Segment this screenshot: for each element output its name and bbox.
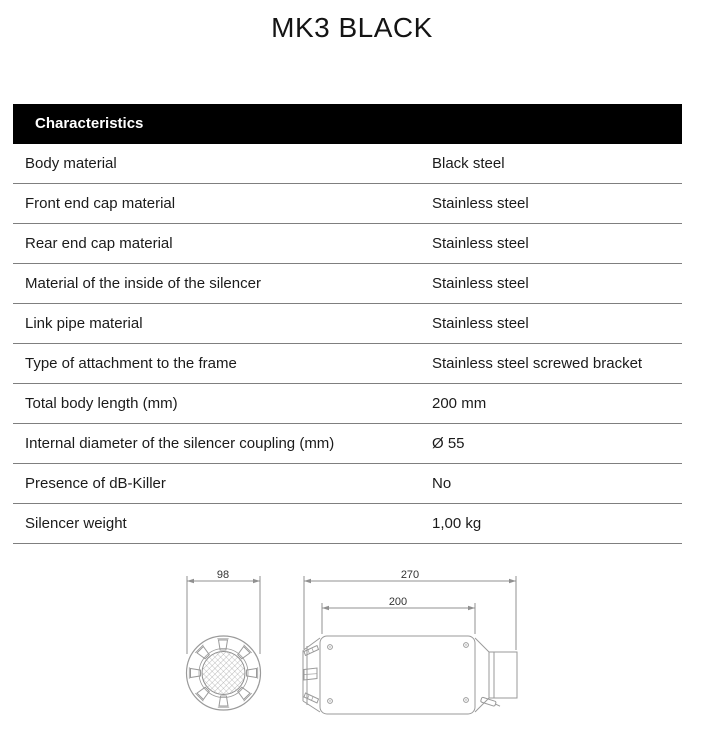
row-value: Black steel [432,155,505,172]
arrowhead-left-icon [322,606,329,610]
row-label: Body material [25,155,117,172]
table-row [13,184,682,224]
table-row [13,504,682,544]
arrowhead-right-icon [253,579,260,583]
table-row [13,384,682,424]
arrowhead-right-icon [509,579,516,583]
table-row [13,144,682,184]
arrowhead-right-icon [468,606,475,610]
characteristics-table [13,104,682,544]
table-row [13,464,682,504]
row-label: Silencer weight [25,515,127,532]
arrowhead-left-icon [304,579,311,583]
row-value: Stainless steel [432,195,529,212]
silencer-front-view [187,636,261,710]
row-value: 1,00 kg [432,515,482,532]
row-label: Type of attachment to the frame [25,355,237,372]
table-header [13,104,682,144]
row-value: Stainless steel [432,315,529,332]
table-row [13,344,682,384]
row-label: Total body length (mm) [25,395,178,412]
row-value: Ø 55 [432,435,465,452]
silencer-side-view [303,636,517,714]
table-row [13,424,682,464]
table-row [13,224,682,264]
row-value: Stainless steel [432,235,529,252]
dim-label-front-diameter: 98 [216,569,230,581]
row-label: Internal diameter of the silencer coupling (mm) [25,435,335,452]
table-row [13,264,682,304]
table-row [13,304,682,344]
technical-drawing [0,555,704,738]
dim-label-total-length: 270 [400,569,420,581]
table-header-label: Characteristics [35,115,144,132]
arrowhead-left-icon [187,579,194,583]
row-label: Front end cap material [25,195,176,212]
row-label: Presence of dB-Killer [25,475,166,492]
row-value: 200 mm [432,395,487,412]
row-value: Stainless steel [432,275,529,292]
row-label: Material of the inside of the silencer [25,275,261,292]
row-label: Link pipe material [25,315,143,332]
row-value: Stainless steel screwed bracket [432,355,643,372]
page-title: MK3 BLACK [271,12,433,43]
row-label: Rear end cap material [25,235,173,252]
dim-label-body-length: 200 [388,596,408,608]
row-value: No [432,475,452,492]
